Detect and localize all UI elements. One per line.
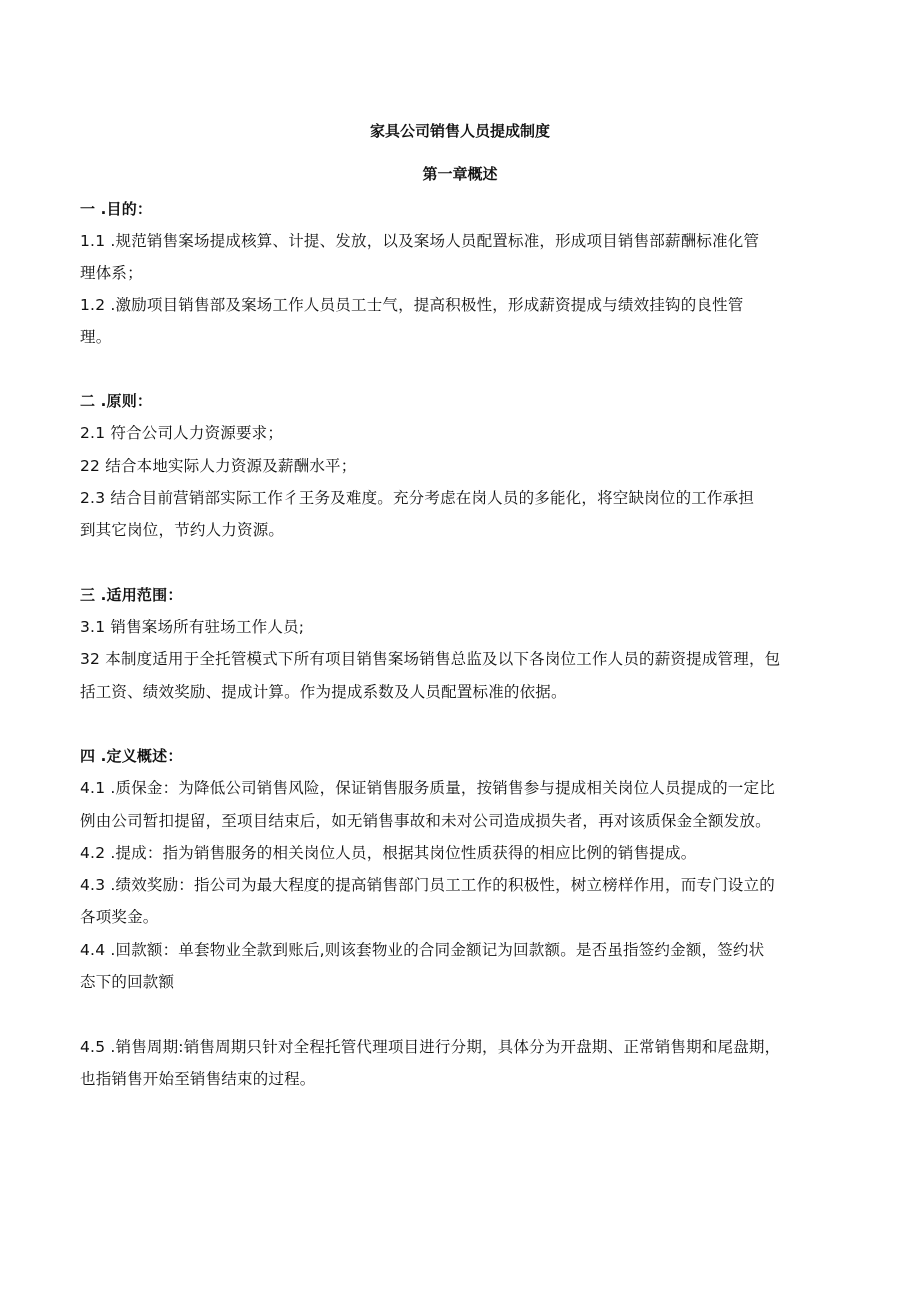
section-heading-principles: 二 .原则： <box>80 392 153 410</box>
paragraph-2-3-line-1: 2.3 结合目前营销部实际工作彳王务及难度。充分考虑在岗人员的多能化，将空缺岗位的工作承担 <box>80 489 755 507</box>
paragraph-4-2: 4.2 .提成：指为销售服务的相关岗位人员，根据其岗位性质获得的相应比例的销售提成。 <box>80 844 697 862</box>
paragraph-1-1-line-2: 理体系； <box>80 264 143 282</box>
paragraph-3-2-line-2: 括工资、绩效奖励、提成计算。作为提成系数及人员配置标准的依据。 <box>80 683 567 701</box>
paragraph-3-2-line-1: 32 本制度适用于全托管模式下所有项目销售案场销售总监及以下各岗位工作人员的薪资提成管理，包 <box>80 650 781 668</box>
paragraph-4-1-line-2: 例由公司暂扣提留，至项目结束后，如无销售事故和未对公司造成损失者，再对该质保金全额发放。 <box>80 812 771 830</box>
chapter-title: 第一章概述 <box>422 165 498 183</box>
paragraph-4-4-line-1: 4.4 .回款额：单套物业全款到账后,则该套物业的合同金额记为回款额。是否虽指签约金额，签约状 <box>80 941 765 959</box>
document-title: 家具公司销售人员提成制度 <box>369 122 550 140</box>
paragraph-1-1-line-1: 1.1 .规范销售案场提成核算、计提、发放，以及案场人员配置标准，形成项目销售部薪酬标准化管 <box>80 232 760 250</box>
paragraph-2-2: 22 结合本地实际人力资源及薪酬水平； <box>80 457 357 475</box>
paragraph-4-5-line-2: 也指销售开始至销售结束的过程。 <box>80 1070 316 1088</box>
section-heading-purpose: 一 .目的： <box>80 200 153 218</box>
paragraph-1-2-line-1: 1.2 .激励项目销售部及案场工作人员员工士气，提高积极性，形成薪资提成与绩效挂钩的良性管 <box>80 296 744 314</box>
paragraph-4-3-line-2: 各项奖金。 <box>80 908 159 926</box>
section-heading-definitions: 四 .定义概述： <box>80 747 183 765</box>
paragraph-4-1-line-1: 4.1 .质保金：为降低公司销售风险，保证销售服务质量，按销售参与提成相关岗位人员提成的一定比 <box>80 779 775 797</box>
paragraph-4-4-line-2: 态下的回款额 <box>80 973 175 991</box>
section-heading-scope: 三 .适用范围： <box>80 586 183 604</box>
paragraph-3-1: 3.1 销售案场所有驻场工作人员; <box>80 618 305 636</box>
paragraph-4-5-line-1: 4.5 .销售周期:销售周期只针对全程托管代理项目进行分期，具体分为开盘期、正常销售期和尾盘期， <box>80 1038 781 1056</box>
paragraph-4-3-line-1: 4.3 .绩效奖励：指公司为最大程度的提高销售部门员工工作的积极性，树立榜样作用，而专门设立的 <box>80 876 775 894</box>
paragraph-2-1: 2.1 符合公司人力资源要求； <box>80 424 284 442</box>
paragraph-1-2-line-2: 理。 <box>80 328 112 346</box>
paragraph-2-3-line-2: 到其它岗位，节约人力资源。 <box>80 521 285 539</box>
